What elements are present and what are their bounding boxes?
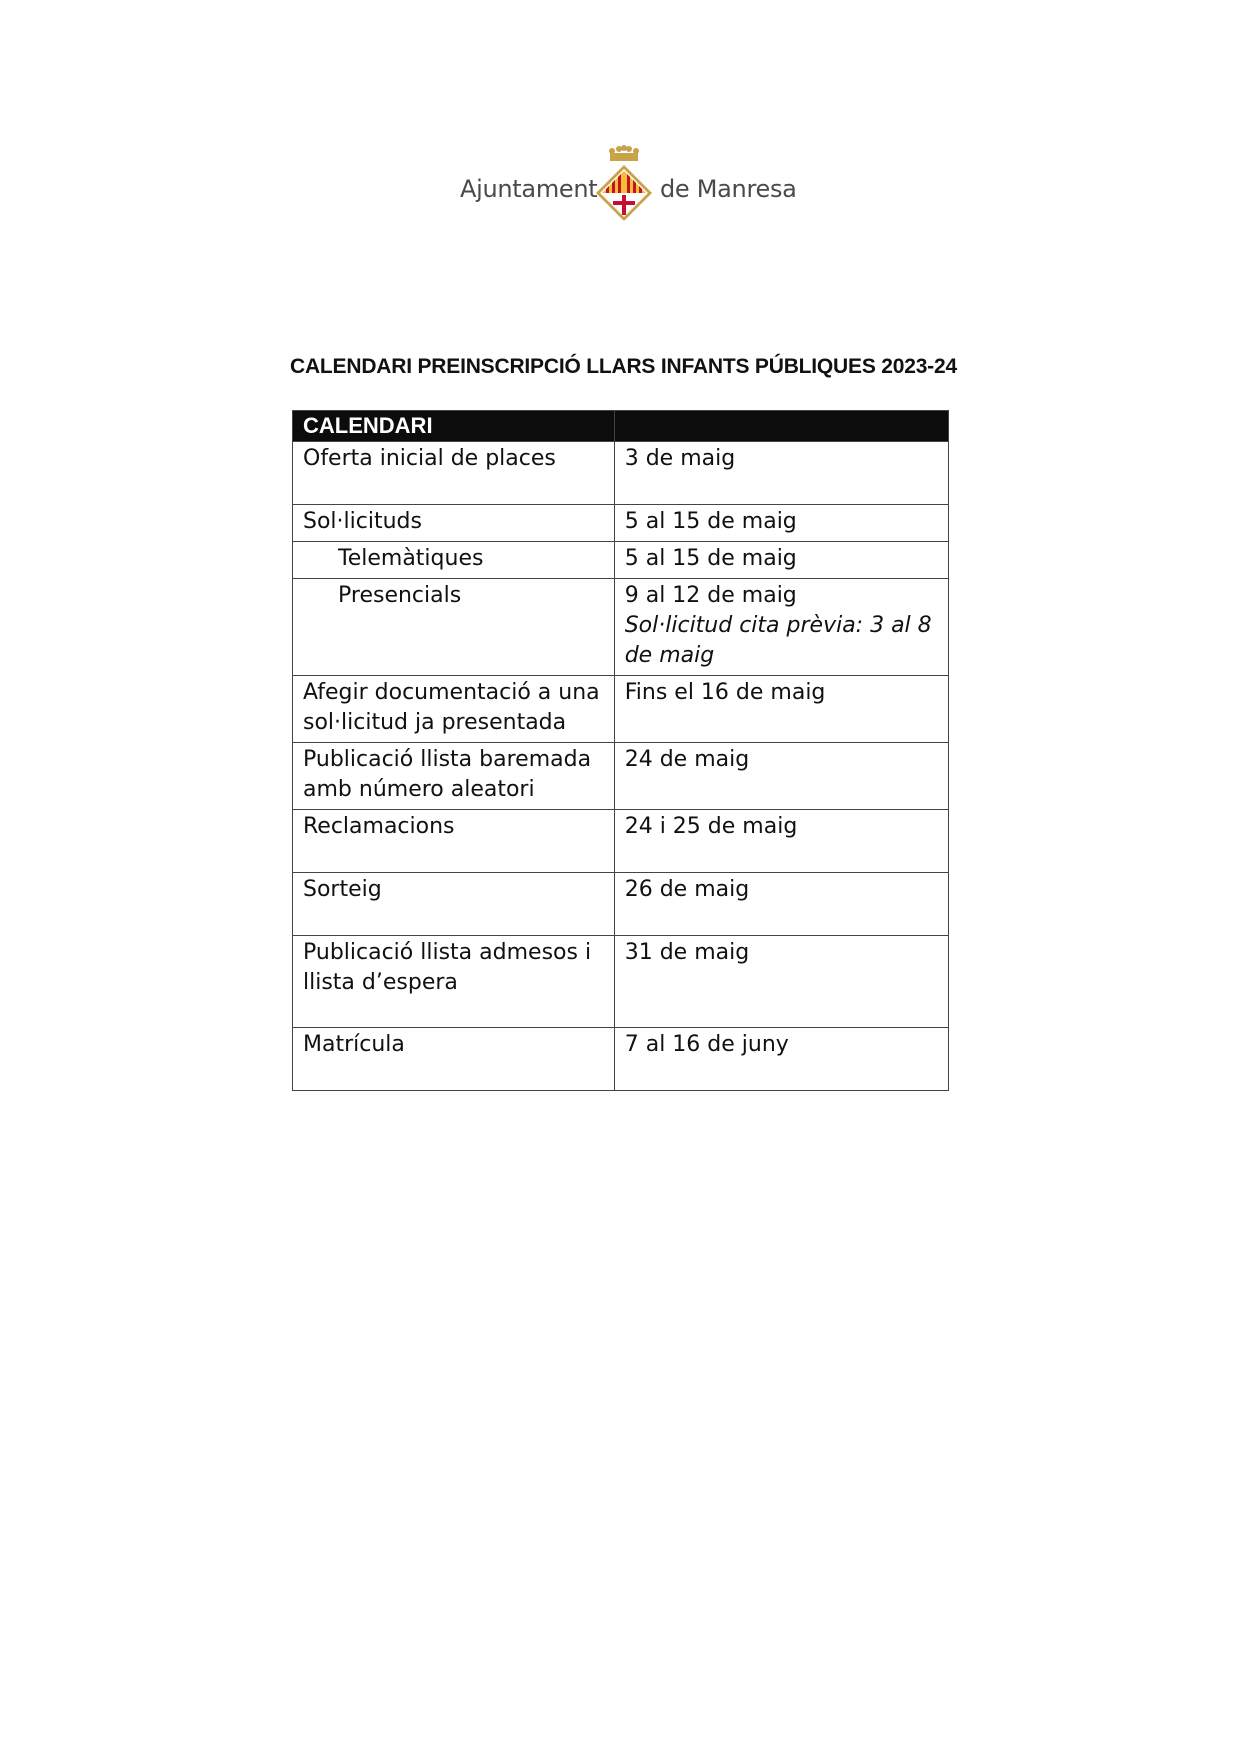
table-row	[293, 542, 949, 579]
row-value-cell	[614, 579, 948, 676]
table-row	[293, 676, 949, 743]
row-value: 9 al 12 de maig	[624, 583, 797, 608]
table-row	[293, 810, 949, 873]
logo-text-right: de Manresa	[660, 175, 797, 203]
row-note: Sol·licitud cita prèvia: 3 al 8 de maig	[624, 613, 932, 668]
table-row	[293, 1028, 949, 1091]
row-value: Fins el 16 de maig	[614, 676, 948, 743]
table-header-cell: CALENDARI	[293, 411, 615, 442]
row-value: 24 i 25 de maig	[614, 810, 948, 873]
row-label: Telemàtiques	[293, 542, 615, 579]
row-value: 3 de maig	[614, 442, 948, 505]
row-value: 26 de maig	[614, 873, 948, 936]
calendar-table	[292, 410, 949, 1091]
row-value: 5 al 15 de maig	[614, 542, 948, 579]
row-value: 31 de maig	[614, 936, 948, 1028]
row-label: Sol·licituds	[293, 505, 615, 542]
coat-of-arms-icon	[595, 145, 653, 223]
row-label: Reclamacions	[293, 810, 615, 873]
row-value: 7 al 16 de juny	[614, 1028, 948, 1091]
table-row	[293, 936, 949, 1028]
row-label: Matrícula	[293, 1028, 615, 1091]
municipal-logo	[0, 145, 1240, 225]
table-row	[293, 579, 949, 676]
table-row	[293, 442, 949, 505]
row-label: Oferta inicial de places	[293, 442, 615, 505]
table-header-row	[293, 411, 949, 442]
row-label: Afegir documentació a una sol·licitud ja presentada	[293, 676, 615, 743]
table-row	[293, 505, 949, 542]
table-row	[293, 873, 949, 936]
row-label: Publicació llista admesos i llista d’espera	[293, 936, 615, 1028]
row-label: Presencials	[293, 579, 615, 676]
table-row	[293, 743, 949, 810]
row-label: Sorteig	[293, 873, 615, 936]
row-value: 24 de maig	[614, 743, 948, 810]
logo-text-left: Ajuntament	[460, 175, 598, 203]
row-value: 5 al 15 de maig	[614, 505, 948, 542]
document-title: CALENDARI PREINSCRIPCIÓ LLARS INFANTS PÚBLIQUES 2023-24	[290, 355, 957, 378]
table-header-cell	[614, 411, 948, 442]
row-label: Publicació llista baremada amb número aleatori	[293, 743, 615, 810]
